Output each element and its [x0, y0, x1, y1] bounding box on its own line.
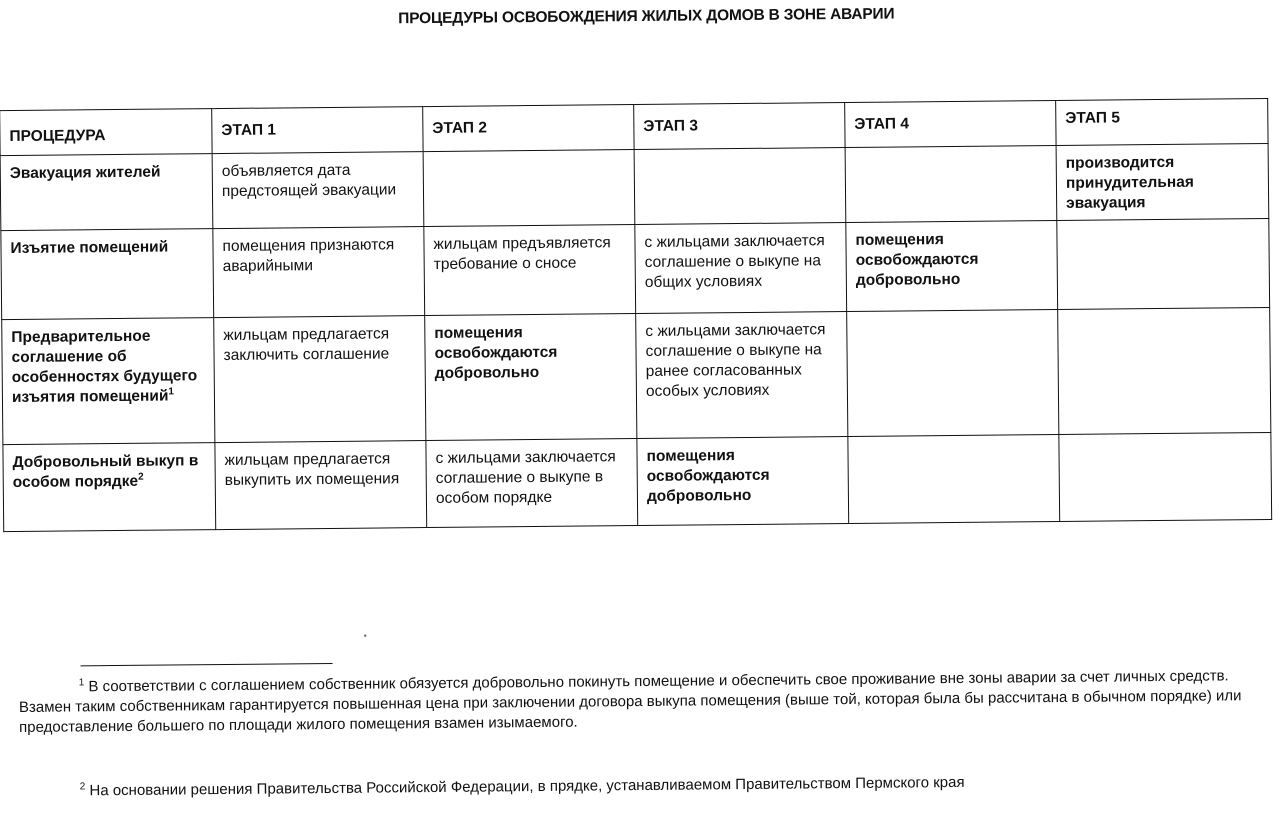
- stage-1-cell: жильцам предлагается выкупить их помещения: [215, 441, 427, 530]
- footnote-separator: [81, 663, 333, 666]
- stage-5-cell: производится принудительная эвакуация: [1056, 143, 1269, 220]
- header-procedure: ПРОЦЕДУРА: [0, 109, 212, 156]
- table-row: [3, 432, 1272, 531]
- header-stage-3: ЭТАП 3: [634, 103, 845, 150]
- procedures-table: [0, 98, 1272, 532]
- stage-4-cell: [848, 434, 1060, 523]
- procedure-cell: [2, 318, 215, 445]
- stage-4-cell: [845, 145, 1057, 222]
- stage-2-cell: жильцам предъявляется требование о сносе: [424, 225, 636, 316]
- stage-3-cell: помещения освобождаются добровольно: [637, 437, 849, 526]
- header-stage-4: ЭТАП 4: [845, 100, 1056, 147]
- stage-2-cell: с жильцами заключается соглашение о выкупе в особом порядке: [426, 439, 638, 528]
- stage-4-cell: [847, 309, 1059, 436]
- procedure-name: Изъятие помещений: [10, 238, 169, 258]
- footnote-2-text: На основании решения Правительства Российской Федерации, в прядке, устанавливаемом Правительством Пермского края: [89, 773, 965, 800]
- document-title: [0, 2, 1276, 32]
- header-stage-1: ЭТАП 1: [212, 107, 423, 154]
- footnote-ref: 2: [137, 471, 144, 483]
- procedure-name: Эвакуация жителей: [9, 163, 161, 183]
- stage-3-cell: [634, 148, 846, 225]
- footnote-1: [19, 666, 1270, 738]
- stage-2-cell: помещения освобождаются добровольно: [425, 314, 637, 441]
- header-stage-5: ЭТАП 5: [1056, 98, 1268, 145]
- stage-4-cell: помещения освобождаются добровольно: [846, 220, 1058, 311]
- stage-1-cell: объявляется дата предстоящей эвакуации: [212, 152, 424, 229]
- table-row: [0, 143, 1269, 230]
- stage-5-cell: [1058, 307, 1271, 434]
- stage-3-cell: с жильцами заключается соглашение о выкупе на ранее согласованных особых условиях: [636, 312, 848, 439]
- stage-1-cell: жильцам предлагается заключить соглашение: [214, 316, 426, 443]
- scan-speck: [364, 635, 366, 637]
- table-row: [2, 307, 1271, 444]
- stage-5-cell: [1059, 432, 1272, 521]
- procedure-cell: [3, 443, 216, 532]
- stage-2-cell: [423, 150, 635, 227]
- stage-5-cell: [1057, 218, 1270, 309]
- footnote-1-mark: 1: [78, 677, 85, 689]
- procedure-cell: [0, 154, 213, 231]
- footnote-2: [80, 769, 1280, 801]
- procedure-name: Добровольный выкуп в особом порядке: [12, 452, 199, 492]
- stage-3-cell: с жильцами заключается соглашение о выкупе на общих условиях: [635, 223, 847, 314]
- stage-1-cell: помещения признаются аварийными: [213, 227, 425, 318]
- footnote-2-mark: 2: [79, 781, 86, 793]
- footnote-ref: 1: [168, 386, 175, 398]
- procedure-cell: [1, 229, 214, 320]
- procedure-name: Предварительное соглашение об особенностях будущего изъятия помещений: [11, 327, 198, 407]
- header-stage-2: ЭТАП 2: [423, 105, 634, 152]
- table-row: [1, 218, 1270, 319]
- footnote-1-text: В соответствии с соглашением собственник обязуется добровольно покинуть помещение и обеспечить свое проживание вне зоны аварии за счет личных средств. Взамен таким собственникам гарантируется повышенная цена при заключении договора выкупа помещения (выше той, которая была бы рассчитана в обычном порядке) или предоставление большего по площади жилого помещения взамен изымаемого.: [18, 667, 1242, 736]
- title-text: ПРОЦЕДУРЫ ОСВОБОЖДЕНИЯ ЖИЛЫХ ДОМОВ В ЗОНЕ АВАРИИ: [398, 5, 895, 28]
